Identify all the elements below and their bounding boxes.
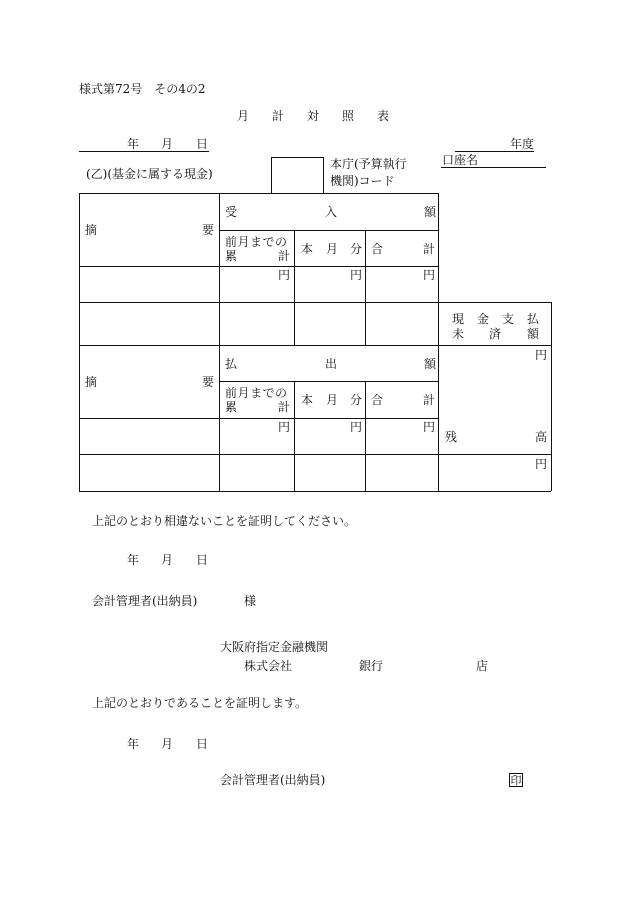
fund-category: (乙)(基金に属する現金)	[86, 167, 213, 181]
month-label: 月	[161, 737, 174, 751]
title-char: 計	[272, 109, 285, 123]
title-char: 対	[307, 109, 320, 123]
unpaid-label: 払	[527, 312, 540, 326]
account-name-label: 口座名	[442, 153, 479, 167]
total-label: 合	[371, 242, 384, 256]
receipts-label: 額	[424, 205, 437, 219]
month-label: 月	[161, 553, 174, 567]
summary-label-a: 摘	[85, 375, 98, 389]
summary-label-a: 摘	[85, 223, 98, 237]
yen-unit: 円	[535, 457, 548, 471]
company-label: 株式会社	[244, 659, 293, 673]
yen-unit: 円	[350, 268, 363, 282]
balance-label: 高	[535, 430, 548, 444]
summary-label-b: 要	[202, 375, 215, 389]
seal-mark: 印	[510, 774, 522, 787]
branch-label: 店	[476, 659, 489, 673]
total-label: 計	[423, 393, 436, 407]
this-month-label: 本	[301, 393, 314, 407]
code-box[interactable]	[271, 157, 324, 194]
fiscal-year-label: 年度	[510, 137, 535, 151]
prev-total-label: 計	[278, 249, 291, 263]
bank-label: 銀行	[359, 659, 384, 673]
designated-bank-title: 大阪府指定金融機関	[220, 640, 329, 654]
unpaid-label: 未	[452, 327, 465, 341]
certification-request: 上記のとおり相違ないことを証明してください。	[92, 514, 357, 528]
prev-total-label: 累	[225, 400, 238, 414]
accounting-officer: 会計管理者(出納員)	[220, 773, 326, 787]
payments-label: 払	[225, 357, 238, 371]
addressee: 会計管理者(出納員)	[92, 594, 198, 608]
prev-total-label: 前月までの	[225, 235, 288, 249]
day-label: 日	[196, 553, 209, 567]
year-label: 年	[127, 553, 140, 567]
honorific: 様	[244, 594, 257, 608]
code-label-2: 機関)コード	[330, 174, 395, 188]
total-label: 合	[371, 393, 384, 407]
unpaid-label: 現	[452, 312, 465, 326]
total-label: 計	[423, 242, 436, 256]
yen-unit: 円	[278, 420, 291, 434]
this-month-label: 分	[350, 393, 363, 407]
this-month-label: 本	[301, 242, 314, 256]
month-label: 月	[161, 137, 174, 151]
receipts-label: 入	[325, 205, 338, 219]
title-char: 照	[342, 109, 355, 123]
unpaid-label: 済	[489, 327, 502, 341]
this-month-label: 月	[326, 393, 339, 407]
receipts-label: 受	[225, 205, 238, 219]
year-label: 年	[127, 137, 140, 151]
summary-label-b: 要	[202, 223, 215, 237]
this-month-label: 分	[350, 242, 363, 256]
payments-label: 額	[424, 357, 437, 371]
year-label: 年	[127, 737, 140, 751]
yen-unit: 円	[423, 420, 436, 434]
yen-unit: 円	[278, 268, 291, 282]
prev-total-label: 累	[225, 249, 238, 263]
yen-unit: 円	[535, 348, 548, 362]
code-label-1: 本庁(予算執行	[330, 157, 407, 171]
yen-unit: 円	[423, 268, 436, 282]
day-label: 日	[196, 737, 209, 751]
title-char: 表	[377, 109, 390, 123]
prev-total-label: 前月までの	[225, 386, 288, 400]
unpaid-label: 額	[527, 327, 540, 341]
prev-total-label: 計	[278, 400, 291, 414]
certification-statement: 上記のとおりであることを証明します。	[92, 696, 308, 710]
balance-label: 残	[445, 430, 458, 444]
form-number: 様式第72号 その4の2	[79, 82, 206, 96]
this-month-label: 月	[326, 242, 339, 256]
yen-unit: 円	[350, 420, 363, 434]
payments-label: 出	[325, 357, 338, 371]
title-char: 月	[237, 109, 250, 123]
unpaid-label: 金	[477, 312, 490, 326]
unpaid-label: 支	[502, 312, 515, 326]
day-label: 日	[196, 137, 209, 151]
